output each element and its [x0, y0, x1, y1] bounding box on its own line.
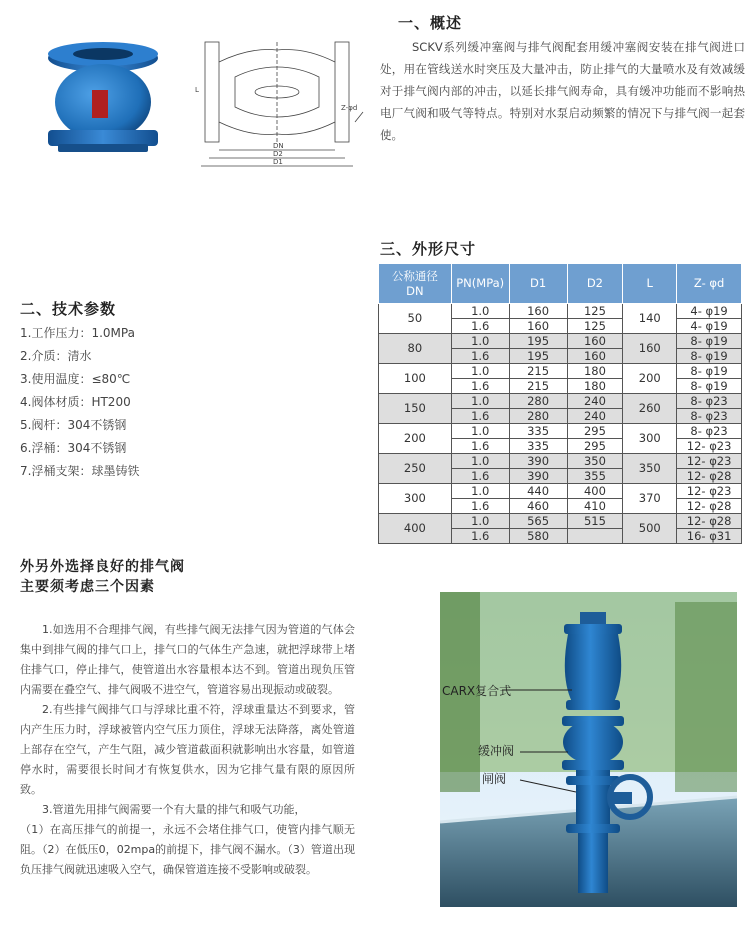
- cell-d2: 240: [567, 394, 623, 409]
- cell-pn: 1.0: [451, 304, 509, 319]
- header-l: L: [623, 264, 677, 304]
- cell-z: 12- φ28: [677, 469, 742, 484]
- cell-d1: 460: [509, 499, 567, 514]
- cell-z: 8- φ19: [677, 349, 742, 364]
- cell-d2: 515: [567, 514, 623, 529]
- header-d1: D1: [509, 264, 567, 304]
- cell-l: 140: [623, 304, 677, 334]
- cell-z: 8- φ19: [677, 364, 742, 379]
- header-dn: [379, 264, 452, 304]
- cell-d1: 215: [509, 379, 567, 394]
- table-row: [379, 394, 742, 409]
- cell-d1: 390: [509, 469, 567, 484]
- drawing-z-label: Z-φd: [341, 104, 358, 112]
- extra-paragraph: 3.管道先用排气阀需要一个有大量的排气和吸气功能，: [42, 803, 306, 816]
- params-item: 7.浮桶支架：球墨铸铁: [20, 464, 140, 478]
- cell-d1: 280: [509, 409, 567, 424]
- cell-pn: 1.0: [451, 334, 509, 349]
- cell-d2: 180: [567, 379, 623, 394]
- cell-d1: 335: [509, 439, 567, 454]
- cell-d2: [567, 529, 623, 544]
- dims-body: [379, 304, 742, 544]
- cell-pn: 1.0: [451, 364, 509, 379]
- cell-z: 12- φ23: [677, 454, 742, 469]
- cell-d1: 195: [509, 334, 567, 349]
- table-row: [379, 484, 742, 499]
- cell-dn: 400: [379, 514, 452, 544]
- cell-z: 4- φ19: [677, 319, 742, 334]
- cell-pn: 1.6: [451, 469, 509, 484]
- buffer-valve-label: 缓冲阀: [478, 744, 515, 758]
- cell-d1: 195: [509, 349, 567, 364]
- cell-dn: 100: [379, 364, 452, 394]
- extra-title: [20, 557, 185, 597]
- dims-table: [378, 263, 742, 544]
- params-item: 2.介质：清水: [20, 349, 92, 363]
- cell-pn: 1.0: [451, 454, 509, 469]
- cell-l: 260: [623, 394, 677, 424]
- cell-pn: 1.0: [451, 394, 509, 409]
- cell-dn: 250: [379, 454, 452, 484]
- cell-d2: 295: [567, 424, 623, 439]
- carx-label: CARX复合式: [442, 684, 512, 698]
- cell-z: 16- φ31: [677, 529, 742, 544]
- cell-l: 350: [623, 454, 677, 484]
- gate-valve-label: 闸阀: [482, 772, 507, 786]
- table-row: [379, 304, 742, 319]
- cell-pn: 1.0: [451, 514, 509, 529]
- cell-z: 8- φ23: [677, 394, 742, 409]
- table-header-row: [379, 264, 742, 304]
- cell-d2: 160: [567, 349, 623, 364]
- cell-pn: 1.6: [451, 319, 509, 334]
- params-list: [20, 322, 139, 483]
- cell-z: 8- φ23: [677, 409, 742, 424]
- extra-paragraph: 1.如选用不合理排气阀，有些排气阀无法排气因为管道的气体会集中到排气阀的排气口上，排气口的气体生产急速，就把浮球带上堵住排气口，停止排气，使管道出水容量根本达不到。管道出现负压管内需要在叠空气、排气阀吸不进空气，管道容易出现振动或破裂。: [20, 623, 355, 696]
- cell-pn: 1.6: [451, 379, 509, 394]
- installation-photo: [440, 592, 737, 907]
- cell-pn: 1.6: [451, 349, 509, 364]
- cell-d2: 355: [567, 469, 623, 484]
- cell-dn: 200: [379, 424, 452, 454]
- cell-pn: 1.6: [451, 499, 509, 514]
- dims-title: 三、外形尺寸: [380, 240, 477, 258]
- cell-z: 8- φ19: [677, 334, 742, 349]
- cell-d1: 440: [509, 484, 567, 499]
- cell-d2: 240: [567, 409, 623, 424]
- cell-d1: 580: [509, 529, 567, 544]
- params-item: 5.阀杆：304不锈钢: [20, 418, 127, 432]
- cell-d2: 400: [567, 484, 623, 499]
- params-title: 二、技术参数: [20, 300, 117, 318]
- table-row: [379, 364, 742, 379]
- table-row: [379, 424, 742, 439]
- cell-d1: 335: [509, 424, 567, 439]
- cell-l: 300: [623, 424, 677, 454]
- cell-pn: 1.6: [451, 529, 509, 544]
- table-row: [379, 454, 742, 469]
- cell-d2: 410: [567, 499, 623, 514]
- cell-z: 12- φ28: [677, 499, 742, 514]
- cell-d1: 280: [509, 394, 567, 409]
- params-item: 6.浮桶：304不锈钢: [20, 441, 127, 455]
- cell-l: 500: [623, 514, 677, 544]
- cell-z: 8- φ19: [677, 379, 742, 394]
- cell-z: 12- φ23: [677, 484, 742, 499]
- cell-d2: 125: [567, 319, 623, 334]
- header-dn-line1: 公称通径: [391, 268, 438, 283]
- drawing-d1-label: D1: [273, 158, 283, 166]
- cell-pn: 1.0: [451, 424, 509, 439]
- table-row: [379, 514, 742, 529]
- extra-paragraph: 2.有些排气阀排气口与浮球比重不符，浮球重量达不到要求，管内产生压力时，浮球被管内空气压力顶住，浮球无法降落，离处管道上部存在空气，产生气阻，减少管道截面积就影响出水容量，如管道停水时，需要很长时间才有恢复供水，因为它排气量有限的原因所致。: [20, 703, 355, 796]
- header-dn-line2: DN: [406, 283, 424, 298]
- extra-body: [20, 620, 355, 880]
- cell-d1: 565: [509, 514, 567, 529]
- cell-d2: 350: [567, 454, 623, 469]
- overview-title: 一、概述: [398, 14, 463, 32]
- table-row: [379, 334, 742, 349]
- cell-pn: 1.6: [451, 439, 509, 454]
- extra-title-line1: 外另外选择良好的排气阀: [20, 559, 185, 575]
- overview-text: SCKV系列缓冲塞阀与排气阀配套用缓冲塞阀安装在排气阀进口处，用在管线送水时突压及大量冲击，防止排气的大量喷水及有效减缓对于排气阀内部的冲击，以延长排气阀寿命，具有缓冲功能而不影响热电厂气阀和吸气等特点。特别对水泵启动频繁的情况下与排气阀一起套使。: [380, 40, 745, 142]
- cell-dn: 50: [379, 304, 452, 334]
- cell-z: 12- φ23: [677, 439, 742, 454]
- drawing-dn-label: DN: [273, 142, 284, 150]
- cell-d1: 215: [509, 364, 567, 379]
- cell-l: 200: [623, 364, 677, 394]
- cell-d1: 160: [509, 304, 567, 319]
- params-item: 3.使用温度：≤80℃: [20, 372, 131, 386]
- header-d2: D2: [567, 264, 623, 304]
- cell-pn: 1.0: [451, 484, 509, 499]
- cell-dn: 300: [379, 484, 452, 514]
- params-item: 1.工作压力：1.0MPa: [20, 326, 135, 340]
- header-pn: PN(MPa): [451, 264, 509, 304]
- cell-d2: 295: [567, 439, 623, 454]
- cell-dn: 150: [379, 394, 452, 424]
- product-photo: [38, 40, 168, 158]
- cell-d1: 390: [509, 454, 567, 469]
- cell-d1: 160: [509, 319, 567, 334]
- drawing-l-label: L: [195, 86, 199, 94]
- params-item: 4.阀体材质：HT200: [20, 395, 131, 409]
- cell-dn: 80: [379, 334, 452, 364]
- cell-z: 8- φ23: [677, 424, 742, 439]
- cell-pn: 1.6: [451, 409, 509, 424]
- technical-drawing: [195, 32, 365, 172]
- cell-d2: 125: [567, 304, 623, 319]
- cell-l: 160: [623, 334, 677, 364]
- cell-l: 370: [623, 484, 677, 514]
- header-z: Z- φd: [677, 264, 742, 304]
- cell-d2: 160: [567, 334, 623, 349]
- cell-d2: 180: [567, 364, 623, 379]
- extra-paragraph: （1）在高压排气的前提一，永远不会堵住排气口，使管内排气顺无阻。（2）在低压0，02mpa的前提下，排气阀不漏水。（3）管道出现负压排气阀就迅速吸入空气，确保管道连接不受影响或破裂。: [20, 823, 355, 876]
- cell-z: 4- φ19: [677, 304, 742, 319]
- cell-z: 12- φ28: [677, 514, 742, 529]
- drawing-d2-label: D2: [273, 150, 283, 158]
- extra-title-line2: 主要须考虑三个因素: [20, 579, 155, 595]
